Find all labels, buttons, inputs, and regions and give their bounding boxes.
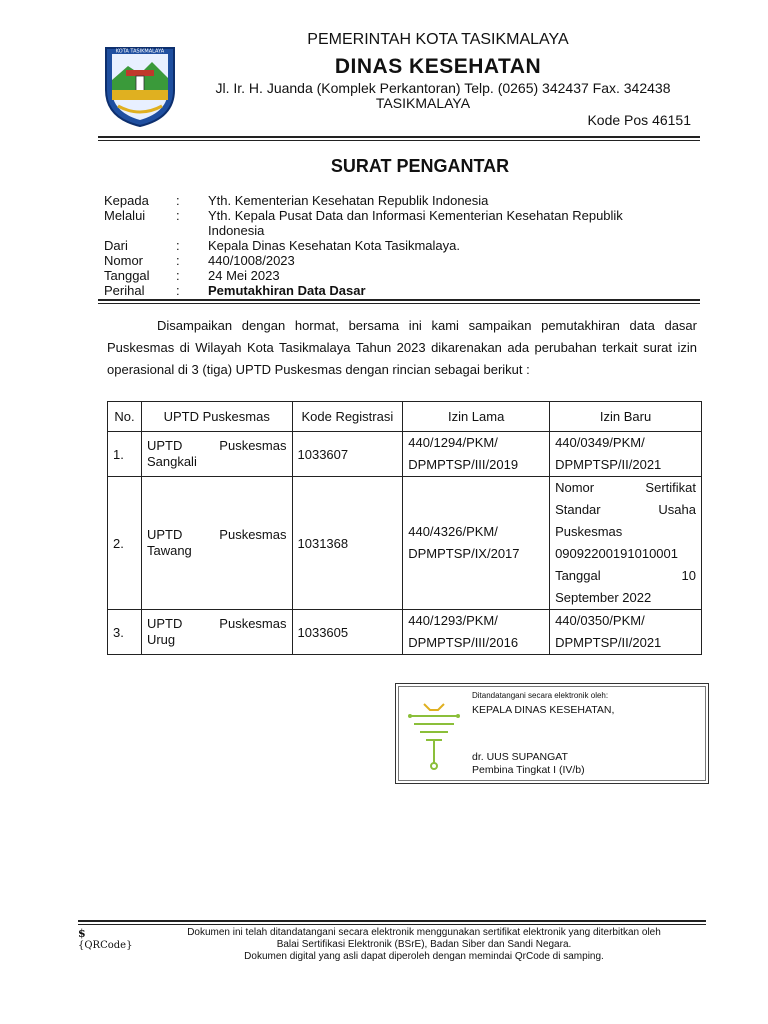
meta-key: Tanggal [104,268,150,283]
meta-key: Kepada [104,193,149,208]
meta-key: Dari [104,238,128,253]
signer-rank: Pembina Tingkat I (IV/b) [472,764,585,776]
table-row [108,477,702,610]
header-rule [98,136,700,138]
table-header: Izin Baru [550,402,702,432]
header-city: TASIKMALAYA [375,95,471,111]
cell-no: 2. [108,477,142,610]
cell-kode: 1033605 [292,610,403,655]
meta-row [104,268,668,283]
letter-meta [104,193,668,298]
cell-izin-baru: Nomor Sertifikat Standar Usaha Puskesmas 09092200191010001 Tanggal 10 September 2022 [550,477,702,610]
details-table [107,401,702,655]
body-text: Disampaikan dengan hormat, bersama ini kami sampaikan pemutakhiran data dasar Puskesmas di Wilayah Kota Tasikmalaya Tahun 2023 dikarenakan ada perubahan terkait surat izin operasional di 3 (tiga) UPTD Puskesmas dengan rincian sebagai berikut : [107,318,697,377]
meta-sep: : [176,238,180,253]
header-rule-thin [98,140,700,141]
table-row [108,432,702,477]
bsre-signature-icon [406,700,462,772]
meta-sep: : [176,283,180,298]
meta-value: Yth. Kementerian Kesehatan Republik Indonesia [208,193,489,208]
footer-qrcode-placeholder: {QRCode} [78,940,133,951]
meta-key: Nomor [104,253,144,268]
header-agency: DINAS KESEHATAN [334,55,542,78]
cell-no: 1. [108,432,142,477]
table-header-row [108,402,702,432]
cell-puskesmas: UPTD Puskesmas Sangkali [141,432,292,477]
meta-row [104,238,668,253]
footer-dollar: $ [78,927,86,940]
cell-izin-baru: 440/0349/PKM/ DPMPTSP/II/2021 [550,432,702,477]
meta-value: Kepala Dinas Kesehatan Kota Tasikmalaya. [208,238,460,253]
meta-sep: : [176,268,180,283]
table-header: UPTD Puskesmas [141,402,292,432]
cell-puskesmas: UPTD Puskesmas Tawang [141,477,292,610]
meta-row [104,208,668,238]
meta-value: 24 Mei 2023 [208,268,280,283]
table-header: Izin Lama [403,402,550,432]
meta-value: 440/1008/2023 [208,253,295,268]
city-seal-logo [100,40,180,128]
letter-title: SURAT PENGANTAR [330,156,510,176]
meta-value: Yth. Kepala Pusat Data dan Informasi Kementerian Kesehatan Republik Indonesia [208,208,623,238]
cell-kode: 1031368 [292,477,403,610]
cell-izin-lama: 440/1293/PKM/ DPMPTSP/III/2016 [403,610,550,655]
meta-sep: : [176,193,180,208]
table-header: Kode Registrasi [292,402,403,432]
meta-row [104,193,668,208]
header-address: Jl. Ir. H. Juanda (Komplek Perkantoran) Telp. (0265) 342437 Fax. 342438 [215,80,671,96]
meta-rule [98,299,700,301]
header-government: PEMERINTAH KOTA TASIKMALAYA [307,31,569,48]
signature-note: Ditandatangani secara elektronik oleh: [472,691,609,700]
header-postal-code: Kode Pos 46151 [587,112,691,128]
signer-position: KEPALA DINAS KESEHATAN, [472,704,615,716]
cell-izin-lama: 440/4326/PKM/ DPMPTSP/IX/2017 [403,477,550,610]
meta-sep: : [176,208,180,223]
footer-rule [78,920,706,922]
logo-text: KOTA TASIKMALAYA [115,48,165,55]
cell-izin-lama: 440/1294/PKM/ DPMPTSP/III/2019 [403,432,550,477]
meta-row [104,253,668,268]
cell-puskesmas: UPTD Puskesmas Urug [141,610,292,655]
meta-key: Perihal [104,283,145,298]
meta-key: Melalui [104,208,146,223]
footer-disclaimer: Dokumen ini telah ditandatangani secara elektronik menggunakan sertifikat elektronik yang diterbitkan oleh Balai Sertifikasi Elektronik (BSrE), Badan Siber dan Sandi Negara. Dokumen digital yang asli dapat diperoleh dengan memindai QrCode di samping. [187,927,661,962]
footer-rule-thin [78,924,706,925]
body-paragraph [107,315,697,381]
meta-row [104,283,668,298]
signer-name: dr. UUS SUPANGAT [472,751,568,763]
cell-no: 3. [108,610,142,655]
electronic-signature-box [395,683,709,784]
table-header: No. [108,402,142,432]
cell-kode: 1033607 [292,432,403,477]
meta-sep: : [176,253,180,268]
meta-value: Pemutakhiran Data Dasar [208,283,366,298]
cell-izin-baru: 440/0350/PKM/ DPMPTSP/II/2021 [550,610,702,655]
meta-rule-thin [98,303,700,304]
table-row [108,610,702,655]
